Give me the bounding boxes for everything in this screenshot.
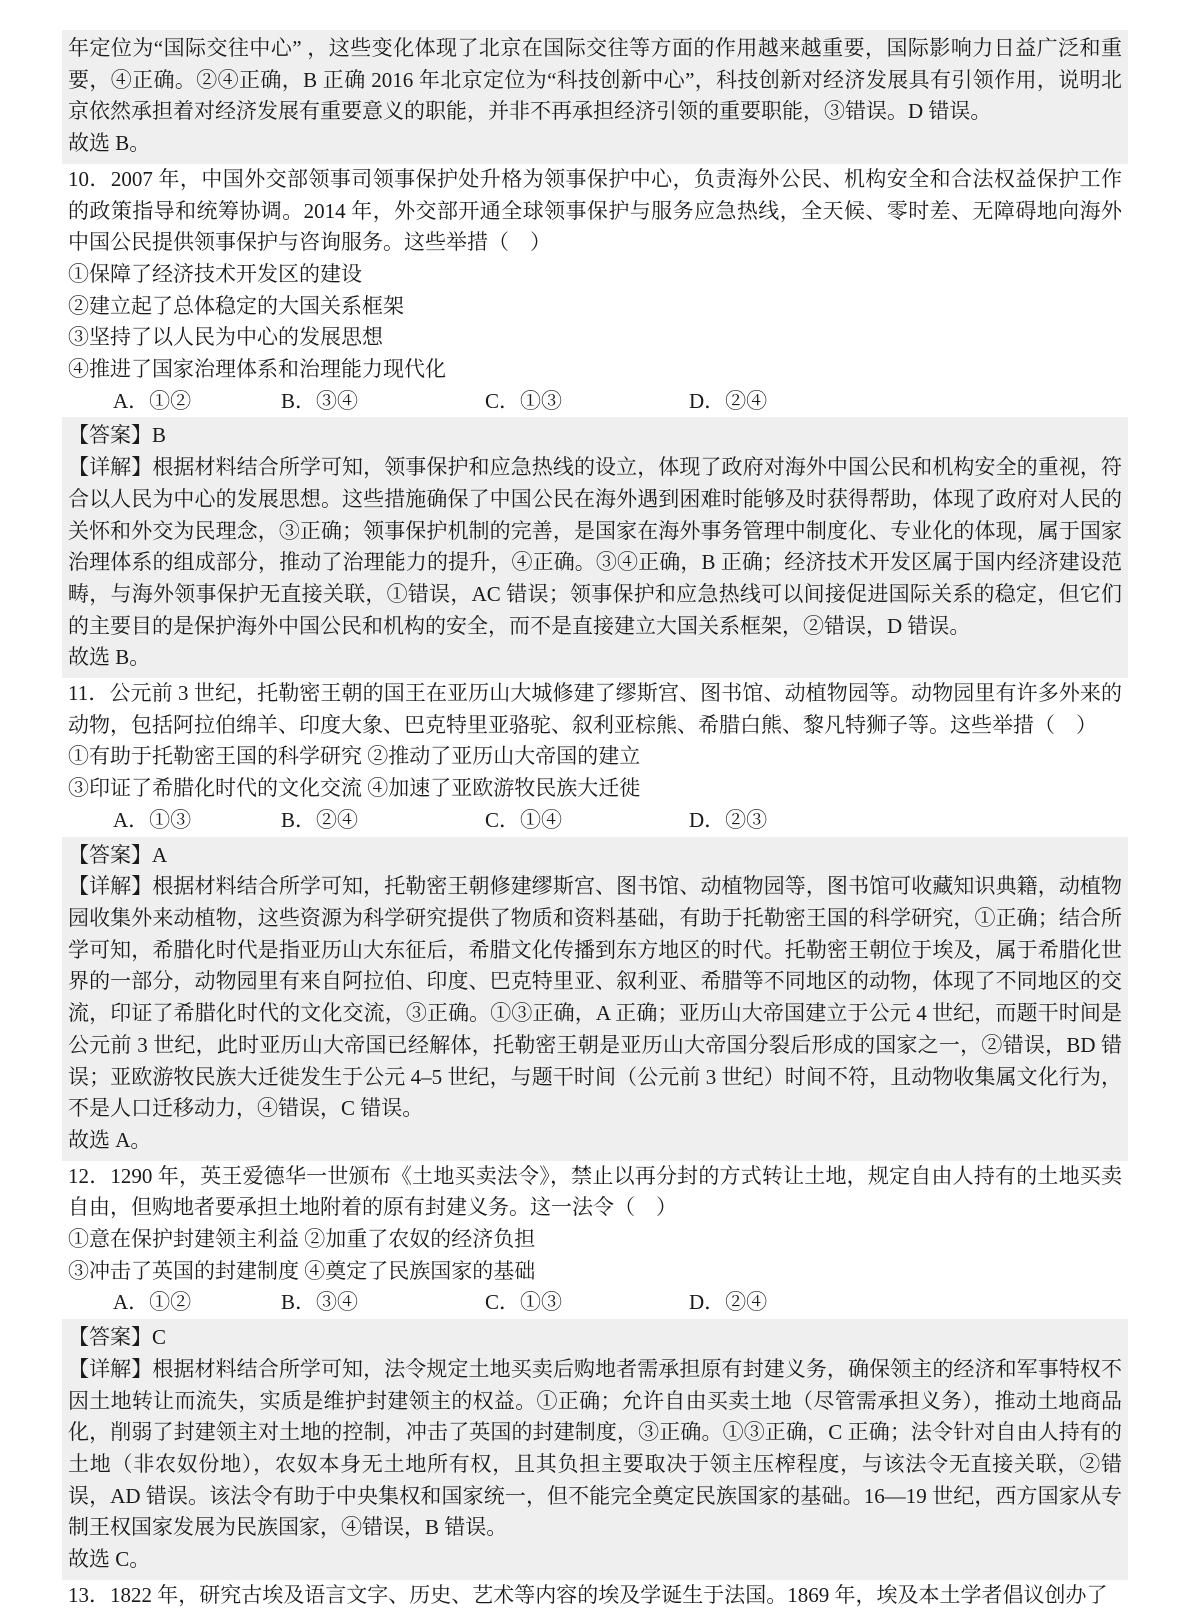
answer-value: C (152, 1325, 167, 1350)
question-10-option-line: ①保障了经济技术开发区的建设 (68, 261, 362, 286)
choice-a: A．①② (113, 388, 192, 413)
detail-label: 【详解】 (68, 874, 153, 899)
detail-label: 【详解】 (68, 1356, 153, 1381)
answer-value: B (152, 423, 167, 448)
conclusion-text: 故选 C。 (68, 1547, 151, 1572)
choice-c: C．①④ (485, 807, 563, 832)
choice-a: A．①③ (113, 807, 192, 832)
detail-text: 根据材料结合所学可知，托勒密王朝修建缪斯宫、图书馆、动植物园等，图书馆可收藏知识典籍，动植物园收集外来动植物，这些资源为科学研究提供了物质和资料基础，有助于托勒密王国的科学研究，①正确；结合所学可知，希腊化时代是指亚历山大东征后，希腊文化传播到东方地区的时代。托勒密王朝位于埃及，属于希腊化世界的一部分，动物园里有来自阿拉伯、印度、巴克特里亚、叙利亚、希腊等不同地区的动物，体现了不同地区的交流，印证了希腊化时代的文化交流，③正确。①③正确，A 正确；亚历山大帝国建立于公元 4 世纪，而题干时间是公元前 3 世纪，此时亚历山大帝国已经解体，托勒密王朝是亚历山大帝国分裂后形成的国家之一，②错误，BD 错误；亚欧游牧民族大迁徙发生于公元 4–5 世纪，与题干时间（公元前 3 世纪）时间不符，且动物收集属文化行为，不是人口迁移动力，④错误，C 错误。 (68, 874, 1122, 1121)
question-12-choices-row (68, 1287, 1122, 1319)
conclusion-text: 故选 B。 (68, 645, 151, 670)
question-10-option-line: ④推进了国家治理体系和治理能力现代化 (68, 357, 446, 382)
question-10-option-line: ②建立起了总体稳定的大国关系框架 (68, 293, 404, 318)
choice-d: D．②④ (689, 388, 768, 413)
question-13-stem: 13．1822 年，研究古埃及语言文字、历史、艺术等内容的埃及学诞生于法国。1869 年，埃及本土学者倡议创办了 (68, 1582, 1108, 1607)
explanation-text: 年定位为“国际交往中心” ，这些变化体现了北京在国际交往等方面的作用越来越重要，国际影响力日益广泛和重要，④正确。②④正确，B 正确 2016 年北京定位为“科技创新中心”，科技创新对经济发展具有引领作用，说明北京依然承担着对经济发展有重要意义的职能，并非不再承担经济引领的重要职能，③错误。D 错误。 (68, 36, 1122, 124)
answer-block-q12 (62, 1319, 1128, 1580)
question-12-option-line: ①意在保护封建领主利益 ②加重了农奴的经济负担 (68, 1227, 536, 1252)
answer-label: 【答案】 (68, 1325, 152, 1350)
answer-label: 【答案】 (68, 842, 152, 867)
detail-line (68, 1354, 1122, 1544)
answer-value: A (152, 842, 168, 867)
choice-b: B．③④ (281, 388, 359, 413)
conclusion-text: 故选 A。 (68, 1127, 152, 1152)
answer-block-q11 (62, 837, 1128, 1161)
question-11-option-line: ①有助于托勒密王国的科学研究 ②推动了亚历山大帝国的建立 (68, 744, 641, 769)
answer-label: 【答案】 (68, 423, 152, 448)
choice-a: A．①② (113, 1290, 192, 1315)
detail-line (68, 452, 1122, 642)
choice-c: C．①③ (485, 1290, 563, 1315)
question-10-choices-row (68, 386, 1122, 418)
choice-b: B．③④ (281, 1290, 359, 1315)
question-10-stem: 10．2007 年，中国外交部领事司领事保护处升格为领事保护中心，负责海外公民、机构安全和合法权益保护工作的政策指导和统筹协调。2014 年，外交部开通全球领事保护与服务应急热线，全天候、零时差、无障碍地向海外中国公民提供领事保护与咨询服务。这些举措（ ） (68, 166, 1122, 255)
answer-line (68, 1322, 1122, 1354)
answer-line (68, 420, 1122, 452)
question-12-option-line: ③冲击了英国的封建制度 ④奠定了民族国家的基础 (68, 1258, 536, 1283)
answer-block-q10 (62, 417, 1128, 678)
question-10-option-line: ③坚持了以人民为中心的发展思想 (68, 325, 383, 350)
answer-block-previous (62, 30, 1128, 164)
choice-d: D．②④ (689, 1290, 768, 1315)
question-11-choices-row (68, 805, 1122, 837)
choice-b: B．②④ (281, 807, 359, 832)
detail-line (68, 871, 1122, 1125)
question-12-stem: 12．1290 年，英王爱德华一世颁布《土地买卖法令》，禁止以再分封的方式转让土地，规定自由人持有的土地买卖自由，但购地者要承担土地附着的原有封建义务。这一法令（ ） (68, 1163, 1122, 1220)
detail-text: 根据材料结合所学可知，领事保护和应急热线的设立，体现了政府对海外中国公民和机构安全的重视，符合以人民为中心的发展思想。这些措施确保了中国公民在海外遇到困难时能够及时获得帮助，体现了政府对人民的关怀和外交为民理念，③正确；领事保护机制的完善，是国家在海外事务管理中制度化、专业化的体现，属于国家治理体系的组成部分，推动了治理能力的提升，④正确。③④正确，B 正确；经济技术开发区属于国内经济建设范畴，与海外领事保护无直接关联，①错误，AC 错误；领事保护和应急热线可以间接促进国际关系的稳定，但它们的主要目的是保护海外中国公民和机构的安全，而不是直接建立大国关系框架，②错误，D 错误。 (68, 455, 1122, 638)
detail-text: 根据材料结合所学可知，法令规定土地买卖后购地者需承担原有封建义务，确保领主的经济和军事特权不因土地转让而流失，实质是维护封建领主的权益。①正确；允许自由买卖土地（尽管需承担义务），推动土地商品化，削弱了封建领主对土地的控制，冲击了英国的封建制度，③正确。①③正确，C 正确；法令针对自由人持有的土地（非农奴份地），农奴本身无土地所有权，且其负担主要取决于领主压榨程度，与该法令无直接关联，②错误，AD 错误。该法令有助于中央集权和国家统一，但不能完全奠定民族国家的基础。16—19 世纪，西方国家从专制王权国家发展为民族国家，④错误，B 错误。 (68, 1356, 1122, 1540)
conclusion-text: 故选 B。 (68, 131, 151, 156)
detail-label: 【详解】 (68, 455, 153, 480)
choice-c: C．①③ (485, 388, 563, 413)
choice-d: D．②③ (689, 807, 768, 832)
question-11-option-line: ③印证了希腊化时代的文化交流 ④加速了亚欧游牧民族大迁徙 (68, 776, 641, 801)
question-11-stem: 11．公元前 3 世纪，托勒密王朝的国王在亚历山大城修建了缪斯宫、图书馆、动植物园等。动物园里有许多外来的动物，包括阿拉伯绵羊、印度大象、巴克特里亚骆驼、叙利亚棕熊、希腊白熊、黎凡特狮子等。这些举措（ ） (68, 681, 1122, 737)
answer-line (68, 840, 1122, 872)
